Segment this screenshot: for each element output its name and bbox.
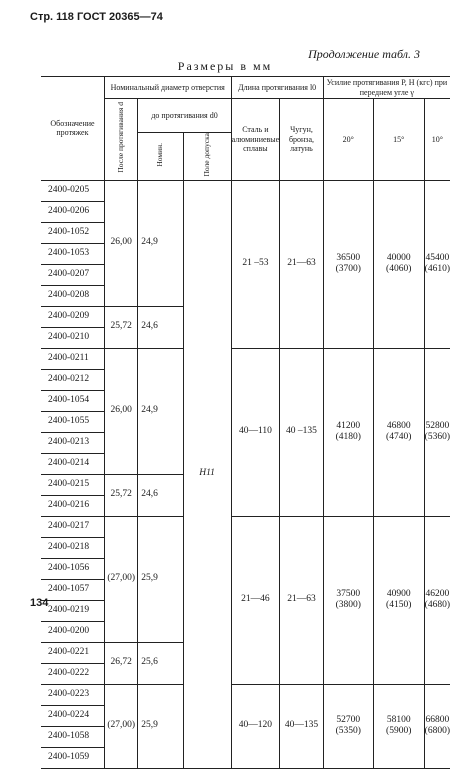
nominal-gap-cell	[161, 642, 184, 684]
length-steel-cell: 21—46	[231, 516, 280, 684]
designation-cell: 2400-0214	[41, 453, 104, 474]
force-15-cell-kgf: (4740)	[386, 432, 412, 443]
nominal-cell: 24,9	[138, 180, 161, 306]
nominal-cell: 25,6	[138, 642, 161, 684]
nominal-gap-cell	[161, 474, 184, 516]
force-15-cell	[373, 684, 424, 768]
designation-cell: 2400-0210	[41, 327, 104, 348]
force-10-cell-newton: 66800	[425, 714, 450, 725]
page-header: Стр. 118 ГОСТ 20365—74	[30, 11, 163, 23]
designation-cell: 2400-1053	[41, 243, 104, 264]
nominal-gap-cell	[161, 684, 184, 768]
force-10-cell	[424, 348, 450, 516]
broach-table	[41, 76, 450, 769]
after-broaching-cell: 26,00	[104, 348, 138, 474]
force-10-cell	[424, 180, 450, 348]
col-broach-length: Длина протягивания l0	[231, 77, 323, 99]
force-20-cell-newton: 37500	[336, 588, 361, 599]
length-iron-cell: 40 –135	[280, 348, 324, 516]
force-15-cell-newton: 58100	[386, 714, 411, 725]
force-20-cell-kgf: (5350)	[335, 726, 361, 737]
col-designation: Обозначение протяжек	[41, 77, 104, 181]
nominal-cell: 25,9	[138, 516, 161, 642]
designation-cell: 2400-0205	[41, 180, 104, 201]
designation-cell: 2400-1056	[41, 558, 104, 579]
col-tolerance-field: Поле допуска	[183, 133, 231, 181]
designation-cell: 2400-0207	[41, 264, 104, 285]
designation-cell: 2400-0209	[41, 306, 104, 327]
force-20-cell	[323, 348, 373, 516]
designation-cell: 2400-0222	[41, 663, 104, 684]
col-steel-alloys: Сталь и алюминиевые сплавы	[231, 99, 280, 181]
tolerance-cell: H11	[183, 180, 231, 768]
col-angle-15: 15°	[373, 99, 424, 181]
designation-cell: 2400-0213	[41, 432, 104, 453]
designation-cell: 2400-0212	[41, 369, 104, 390]
table-title: Размеры в мм	[177, 59, 273, 73]
length-iron-cell: 21—63	[280, 180, 324, 348]
designation-cell: 2400-0217	[41, 516, 104, 537]
designation-cell: 2400-0200	[41, 621, 104, 642]
force-10-cell-newton: 52800	[425, 420, 450, 431]
nominal-cell: 24,9	[138, 348, 161, 474]
force-15-cell-kgf: (4060)	[386, 264, 412, 275]
col-angle-10: 10°	[424, 99, 450, 181]
after-broaching-cell: 26,00	[104, 180, 138, 306]
page-number: 134	[30, 597, 49, 609]
force-10-cell-kgf: (4680)	[424, 600, 450, 611]
length-steel-cell: 40—120	[231, 684, 280, 768]
force-10-cell-newton: 45400	[425, 252, 450, 263]
designation-cell: 2400-0223	[41, 684, 104, 705]
col-nominal-diameter: Номинальный диаметр отверстия	[104, 77, 231, 99]
force-10-cell-newton: 46200	[425, 588, 450, 599]
force-10-cell-kgf: (6800)	[424, 726, 450, 737]
after-broaching-cell: 25,72	[104, 306, 138, 348]
force-20-cell	[323, 180, 373, 348]
col-force: Усилие протягивания P, Н (кгс) при переднем угле γ	[323, 77, 450, 99]
col-cast-iron: Чугун, бронза, латунь	[280, 99, 324, 181]
after-broaching-cell: 26,72	[104, 642, 138, 684]
force-15-cell	[373, 348, 424, 516]
force-15-cell-newton: 46800	[386, 420, 411, 431]
force-20-cell	[323, 516, 373, 684]
after-broaching-cell: (27,00)	[104, 516, 138, 642]
nominal-gap-cell	[161, 348, 184, 474]
designation-cell: 2400-0211	[41, 348, 104, 369]
designation-cell: 2400-0218	[41, 537, 104, 558]
force-15-cell-newton: 40000	[386, 252, 411, 263]
designation-cell: 2400-0206	[41, 201, 104, 222]
length-iron-cell: 21—63	[280, 516, 324, 684]
nominal-gap-cell	[161, 306, 184, 348]
force-20-cell-newton: 52700	[336, 714, 361, 725]
nominal-gap-cell	[161, 516, 184, 642]
force-15-cell-kgf: (5900)	[386, 726, 412, 737]
force-20-cell-kgf: (3700)	[335, 264, 361, 275]
table-row	[41, 516, 450, 537]
force-10-cell-kgf: (4610)	[424, 264, 450, 275]
designation-cell: 2400-0221	[41, 642, 104, 663]
force-10-cell-kgf: (5360)	[424, 432, 450, 443]
designation-cell: 2400-1059	[41, 747, 104, 768]
designation-cell: 2400-1052	[41, 222, 104, 243]
designation-cell: 2400-1055	[41, 411, 104, 432]
nominal-gap-cell	[161, 180, 184, 306]
length-iron-cell: 40—135	[280, 684, 324, 768]
nominal-cell: 24,6	[138, 474, 161, 516]
col-before-broaching: до протягивания d0	[138, 99, 231, 133]
nominal-cell: 25,9	[138, 684, 161, 768]
after-broaching-cell: 25,72	[104, 474, 138, 516]
designation-cell: 2400-0224	[41, 705, 104, 726]
designation-cell: 2400-1054	[41, 390, 104, 411]
designation-cell: 2400-0219	[41, 600, 104, 621]
force-15-cell-kgf: (4150)	[386, 600, 412, 611]
table-row	[41, 684, 450, 705]
col-after-broaching: После протягивания d	[104, 99, 138, 181]
designation-cell: 2400-1058	[41, 726, 104, 747]
designation-cell: 2400-1057	[41, 579, 104, 600]
table-row	[41, 348, 450, 369]
designation-cell: 2400-0208	[41, 285, 104, 306]
designation-cell: 2400-0216	[41, 495, 104, 516]
length-steel-cell: 40—110	[231, 348, 280, 516]
force-15-cell	[373, 516, 424, 684]
force-20-cell	[323, 684, 373, 768]
continuation-label: Продолжение табл. 3	[308, 47, 420, 61]
length-steel-cell: 21 –53	[231, 180, 280, 348]
force-15-cell-newton: 40900	[386, 588, 411, 599]
force-20-cell-kgf: (4180)	[335, 432, 361, 443]
force-20-cell-newton: 41200	[336, 420, 361, 431]
after-broaching-cell: (27,00)	[104, 684, 138, 768]
col-nominal: Номин.	[138, 133, 183, 181]
force-10-cell	[424, 684, 450, 768]
table-body	[41, 180, 450, 768]
force-20-cell-kgf: (3800)	[335, 600, 361, 611]
nominal-cell: 24,6	[138, 306, 161, 348]
col-angle-20: 20°	[323, 99, 373, 181]
table-row	[41, 180, 450, 201]
force-20-cell-newton: 36500	[336, 252, 361, 263]
designation-cell: 2400-0215	[41, 474, 104, 495]
force-15-cell	[373, 180, 424, 348]
force-10-cell	[424, 516, 450, 684]
